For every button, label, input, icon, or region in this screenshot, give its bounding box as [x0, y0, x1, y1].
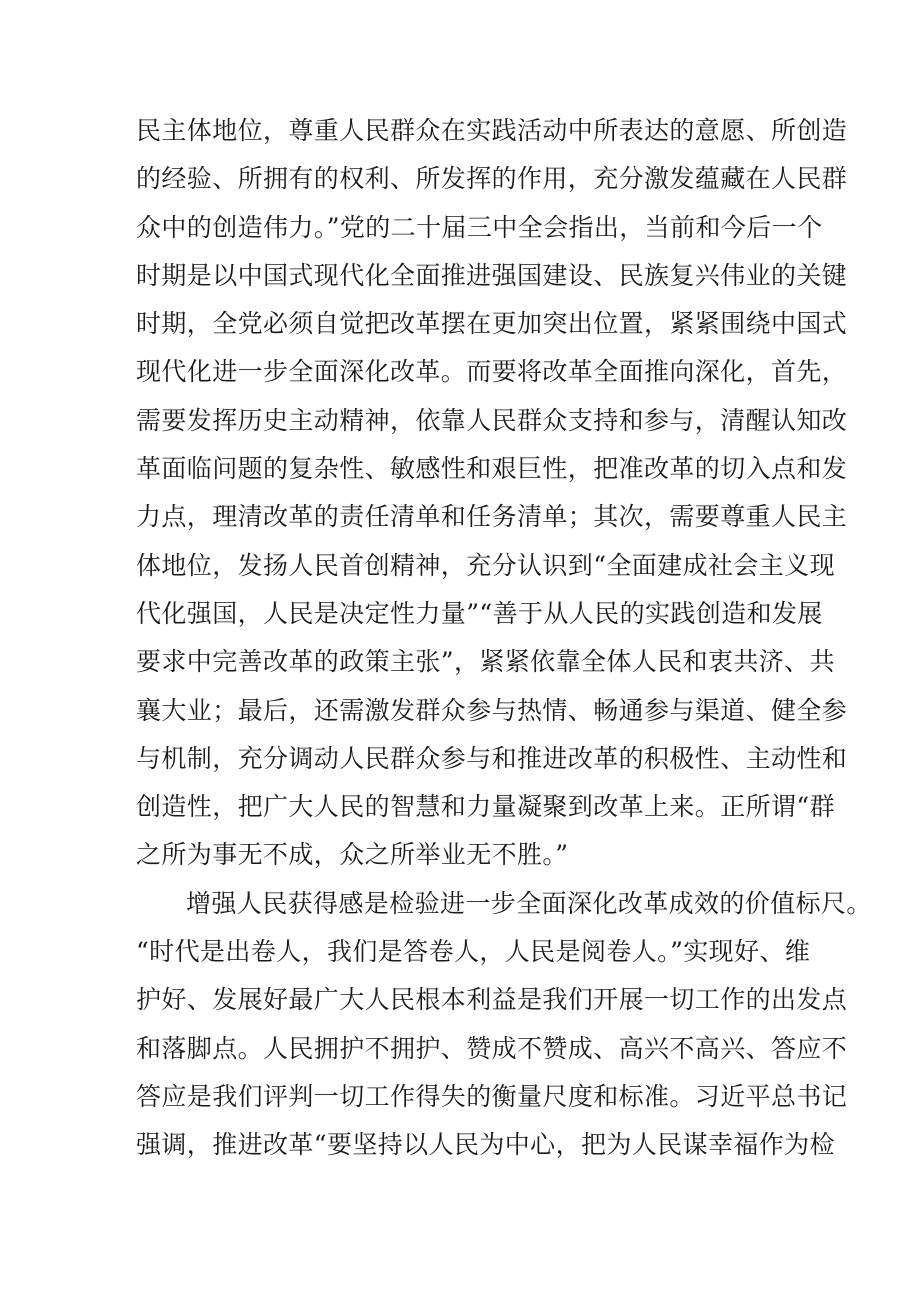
- text-line: 要求中完善改革的政策主张”，紧紧依靠全体人民和衷共济、共: [136, 647, 835, 677]
- text-line: 需要发挥历史主动精神，依靠人民群众支持和参与，清醒认知改: [136, 405, 848, 435]
- text-line: 的经验、所拥有的权利、所发挥的作用，充分激发蕴藏在人民群: [136, 164, 848, 194]
- paragraph-first-line: 增强人民获得感是检验进一步全面深化改革成效的价值标尺。: [186, 888, 872, 918]
- text-line: 时期是以中国式现代化全面推进强国建设、民族复兴伟业的关键: [136, 260, 848, 290]
- text-line: 革面临问题的复杂性、敏感性和艰巨性，把准改革的切入点和发: [136, 454, 848, 484]
- text-line: 襄大业；最后，还需激发群众参与热情、畅通参与渠道、健全参: [136, 695, 848, 725]
- text-line: 强调，推进改革“要坚持以人民为中心，把为人民谋幸福作为检: [136, 1130, 835, 1160]
- text-line: 现代化进一步全面深化改革。而要将改革全面推向深化，首先，: [136, 357, 848, 387]
- text-line: 和落脚点。人民拥护不拥护、赞成不赞成、高兴不高兴、答应不: [136, 1033, 848, 1063]
- text-line: 与机制，充分调动人民群众参与和推进改革的积极性、主动性和: [136, 743, 848, 773]
- text-line: 力点，理清改革的责任清单和任务清单；其次，需要尊重人民主: [136, 502, 848, 532]
- text-line: 之所为事无不成，众之所举业无不胜。”: [136, 840, 569, 870]
- text-line: 答应是我们评判一切工作得失的衡量尺度和标准。习近平总书记: [136, 1081, 848, 1111]
- body-text: [136, 107, 872, 1170]
- text-line: 体地位，发扬人民首创精神，充分认识到“全面建成社会主义现: [136, 550, 835, 580]
- text-line: “时代是出卷人，我们是答卷人，人民是阅卷人。”实现好、维: [136, 937, 811, 967]
- text-line: 创造性，把广大人民的智慧和力量凝聚到改革上来。正所谓“群: [136, 792, 835, 822]
- text-line: 民主体地位，尊重人民群众在实践活动中所表达的意愿、所创造: [136, 116, 848, 145]
- text-line: 护好、发展好最广大人民根本利益是我们开展一切工作的出发点: [136, 985, 848, 1015]
- text-line: 时期，全党必须自觉把改革摆在更加突出位置，紧紧围绕中国式: [136, 309, 848, 339]
- text-line: 众中的创造伟力。”党的二十届三中全会指出，当前和今后一个: [136, 212, 823, 242]
- text-line: 代化强国，人民是决定性力量”“善于从人民的实践创造和发展: [136, 598, 823, 628]
